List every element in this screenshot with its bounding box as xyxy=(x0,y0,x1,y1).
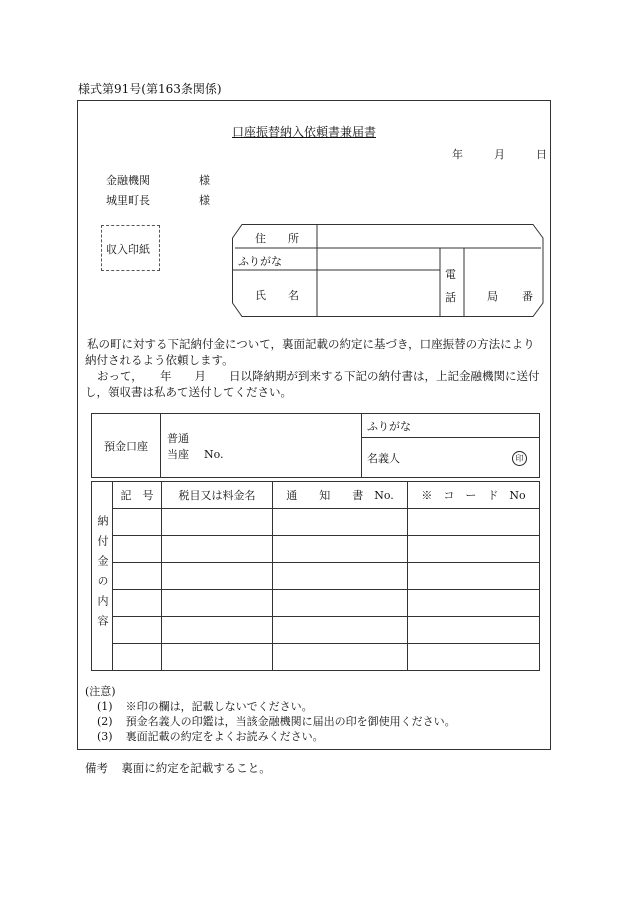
payment-notice-no-cell[interactable] xyxy=(273,590,408,617)
note-2-text: 預金名義人の印鑑は，当該金融機関に届出の印を御使用ください。 xyxy=(125,715,456,728)
date-month: 月 xyxy=(494,148,505,161)
phone-exchange-label: 局 xyxy=(487,290,498,303)
payment-symbol-cell[interactable] xyxy=(113,644,162,671)
account-no-label: No. xyxy=(204,447,224,461)
payment-code-no-cell[interactable] xyxy=(408,644,540,671)
revenue-stamp-label: 収入印紙 xyxy=(106,243,150,256)
payment-row xyxy=(92,563,540,590)
note-2 xyxy=(97,713,456,729)
footer-remark xyxy=(85,760,271,776)
account-type-current: 当座 xyxy=(167,447,189,461)
payment-code-no-cell[interactable] xyxy=(408,536,540,563)
holder-name-cell xyxy=(362,438,540,478)
payment-row xyxy=(92,536,540,563)
body-line-1: 私の町に対する下記納付金について，裏面記載の約定に基づき，口座振替の方法により xyxy=(87,337,535,351)
payment-row xyxy=(92,590,540,617)
address-label: 住 所 xyxy=(255,232,299,245)
payment-symbol-cell[interactable] xyxy=(113,509,162,536)
payment-code-no-cell[interactable] xyxy=(408,590,540,617)
account-type-ordinary: 普通 xyxy=(167,431,189,445)
payment-notice-no-cell[interactable] xyxy=(273,644,408,671)
payment-code-no-cell[interactable] xyxy=(408,509,540,536)
payments-side-label: 納付金の内容 xyxy=(96,514,109,635)
addressee-mayor xyxy=(106,192,210,208)
addressee-mayor-honorific: 様 xyxy=(199,194,210,207)
account-label: 預金口座 xyxy=(104,439,148,453)
account-type-cell xyxy=(161,414,362,478)
phone-label-top: 電 xyxy=(445,268,456,281)
payment-code-no-cell[interactable] xyxy=(408,563,540,590)
payment-notice-no-cell[interactable] xyxy=(273,536,408,563)
payment-tax-name-cell[interactable] xyxy=(162,617,273,644)
note-1 xyxy=(97,698,313,714)
payment-tax-name-cell[interactable] xyxy=(162,509,273,536)
payment-tax-name-cell[interactable] xyxy=(162,590,273,617)
payment-tax-name-cell[interactable] xyxy=(162,563,273,590)
form-number: 様式第91号(第163条関係) xyxy=(78,82,222,96)
payments-side-cell xyxy=(92,482,113,671)
body-line-2: 納付されるよう依頼します。 xyxy=(85,353,234,367)
date-line xyxy=(452,146,547,162)
note-3 xyxy=(97,728,324,744)
account-label-cell xyxy=(92,414,161,478)
payment-code-no-cell[interactable] xyxy=(408,617,540,644)
date-year: 年 xyxy=(452,148,463,161)
body-line-3: おって， 年 月 日以降納期が到来する下記の納付書は，上記金融機関に送付 xyxy=(97,369,540,383)
payment-symbol-cell[interactable] xyxy=(113,536,162,563)
account-table xyxy=(91,413,540,478)
addressee-mayor-name: 城里町長 xyxy=(106,194,150,207)
payment-notice-no-cell[interactable] xyxy=(273,509,408,536)
header-symbol: 記 号 xyxy=(113,482,162,509)
holder-furigana-cell xyxy=(362,414,540,438)
date-day: 日 xyxy=(536,148,547,161)
header-notice-no: 通 知 書 No. xyxy=(273,482,408,509)
notes-title: (注意) xyxy=(85,685,116,698)
phone-number-label: 番 xyxy=(522,290,533,303)
seal-mark: 印 xyxy=(512,451,527,466)
addressee-bank-honorific: 様 xyxy=(199,174,210,187)
payments-table xyxy=(91,481,540,671)
payment-tax-name-cell[interactable] xyxy=(162,536,273,563)
payment-row xyxy=(92,617,540,644)
phone-label-bottom: 話 xyxy=(445,291,456,304)
payment-row xyxy=(92,644,540,671)
note-1-text: ※印の欄は，記載しないでください。 xyxy=(125,700,313,713)
note-3-num: (3) xyxy=(97,730,113,743)
payment-row xyxy=(92,509,540,536)
payment-symbol-cell[interactable] xyxy=(113,590,162,617)
header-tax-name: 税目又は料金名 xyxy=(162,482,273,509)
payment-symbol-cell[interactable] xyxy=(113,617,162,644)
footer-text: 裏面に約定を記載すること。 xyxy=(121,761,271,775)
payment-notice-no-cell[interactable] xyxy=(273,617,408,644)
note-3-text: 裏面記載の約定をよくお読みください。 xyxy=(125,730,324,743)
document-title: 口座振替納入依頼書兼届書 xyxy=(232,125,377,139)
holder-furigana-label: ふりがな xyxy=(367,419,411,433)
footer-label: 備考 xyxy=(85,761,108,775)
note-1-num: (1) xyxy=(97,700,113,713)
payment-tax-name-cell[interactable] xyxy=(162,644,273,671)
payment-symbol-cell[interactable] xyxy=(113,563,162,590)
name-label: 氏 名 xyxy=(255,289,299,302)
header-code-no: ※ コ ー ド No xyxy=(408,482,540,509)
addressee-bank-name: 金融機関 xyxy=(106,174,150,187)
furigana-label: ふりがな xyxy=(238,255,282,268)
holder-label: 名義人 xyxy=(367,451,400,465)
body-line-4: し，領収書は私あて送付してください。 xyxy=(85,385,292,399)
note-2-num: (2) xyxy=(97,715,113,728)
addressee-bank xyxy=(106,172,210,188)
payment-notice-no-cell[interactable] xyxy=(273,563,408,590)
